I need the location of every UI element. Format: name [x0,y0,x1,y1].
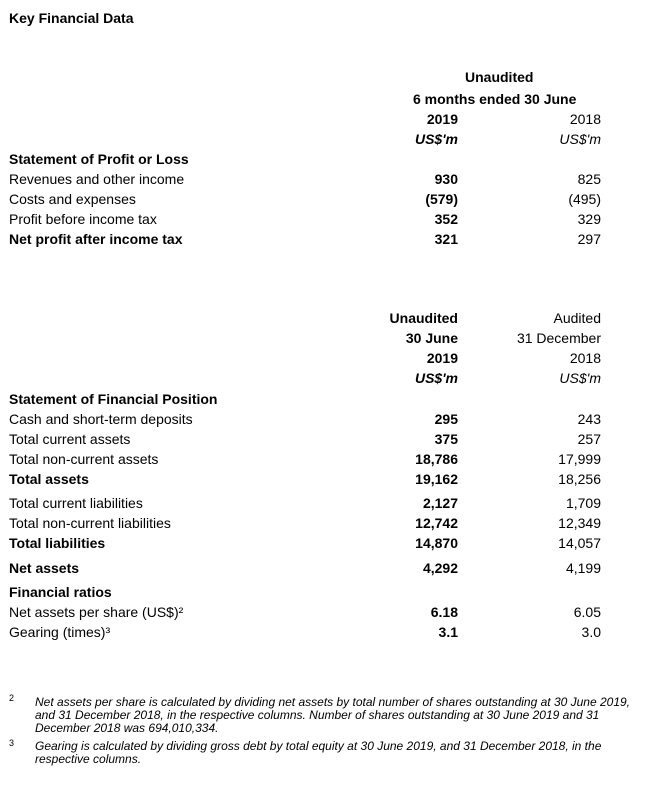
fp-row-2019: 14,870 [415,535,458,551]
ratio-label: Net assets per share (US$)² [9,604,184,620]
pl-section-heading: Statement of Profit or Loss [9,151,189,167]
fp-row-2019: 295 [434,411,458,427]
pl-row-2019: 352 [434,211,458,227]
fp-col2-unit: US$'m [559,370,601,386]
pl-row-2018: 329 [577,211,601,227]
fp-col1-unit: US$'m [414,370,458,386]
fp-row-label: Net assets [9,560,80,576]
pl-row-2019: 930 [434,171,458,187]
pl-row-label: Net profit after income tax [9,231,183,247]
pl-row-label: Revenues and other income [9,171,185,187]
fp-row-2019: 19,162 [415,471,458,487]
fp-col1-status: Unaudited [389,310,458,326]
pl-col2-year: 2018 [569,111,601,127]
pl-row-2018: 297 [577,231,601,247]
pl-row-label: Profit before income tax [9,211,157,227]
pl-row-2018: (495) [568,191,601,207]
fp-row-label: Total non-current liabilities [9,515,171,531]
fp-row-2018: 17,999 [558,451,601,467]
fp-row-2018: 18,256 [558,471,601,487]
fp-row-2018: 257 [577,431,601,447]
fp-row-2019: 12,742 [415,515,458,531]
footnote-text: Gearing is calculated by dividing gross debt by total equity at 30 June 2019, and 31 December 2018, in the respective columns. [35,739,602,766]
pl-header-period: 6 months ended 30 June [413,91,577,107]
fp-row-2019: 2,127 [422,495,458,511]
fp-row-2018: 14,057 [558,535,601,551]
footnote-text: Net assets per share is calculated by dividing net assets by total number of shares outstanding at 30 June 2019, and 31 December 2018, in the respective columns. Number of shares outstanding at 30 June 2019 and 31 December 2018 was 694,010,334. [35,695,631,735]
ratio-2018: 3.0 [581,624,601,640]
footnote-number: 2 [9,693,15,703]
fp-row-label: Cash and short-term deposits [9,411,193,427]
fp-row-2018: 1,709 [565,495,601,511]
fp-col2-status: Audited [553,310,601,326]
ratio-2019: 3.1 [438,624,458,640]
fp-row-label: Total assets [9,471,89,487]
ratio-2019: 6.18 [430,604,458,620]
fp-row-2019: 4,292 [422,560,458,576]
pl-row-2019: (579) [425,191,458,207]
fp-row-label: Total liabilities [9,535,106,551]
fp-section-heading: Statement of Financial Position [9,391,218,407]
pl-col1-unit: US$'m [414,131,458,147]
pl-col2-unit: US$'m [559,131,601,147]
fp-col1-year: 2019 [426,350,458,366]
fp-row-2018: 4,199 [565,560,601,576]
pl-row-2018: 825 [577,171,601,187]
fp-row-2018: 243 [577,411,601,427]
fp-row-label: Total current liabilities [9,495,143,511]
footnote-number: 3 [9,738,15,748]
pl-header-unaudited: Unaudited [465,69,534,85]
fp-col2-date: 31 December [516,330,601,346]
fp-row-label: Total non-current assets [9,451,159,467]
fp-col1-date: 30 June [405,330,458,346]
page-title: Key Financial Data [9,10,134,26]
fp-row-2019: 18,786 [415,451,458,467]
pl-row-2019: 321 [434,231,458,247]
fp-row-2019: 375 [434,431,458,447]
pl-col1-year: 2019 [426,111,458,127]
fp-row-label: Total current assets [9,431,131,447]
fp-col2-year: 2018 [569,350,601,366]
ratio-2018: 6.05 [573,604,601,620]
ratio-label: Gearing (times)³ [9,624,111,640]
fp-row-2018: 12,349 [558,515,601,531]
ratios-heading: Financial ratios [9,584,112,600]
pl-row-label: Costs and expenses [9,191,136,207]
